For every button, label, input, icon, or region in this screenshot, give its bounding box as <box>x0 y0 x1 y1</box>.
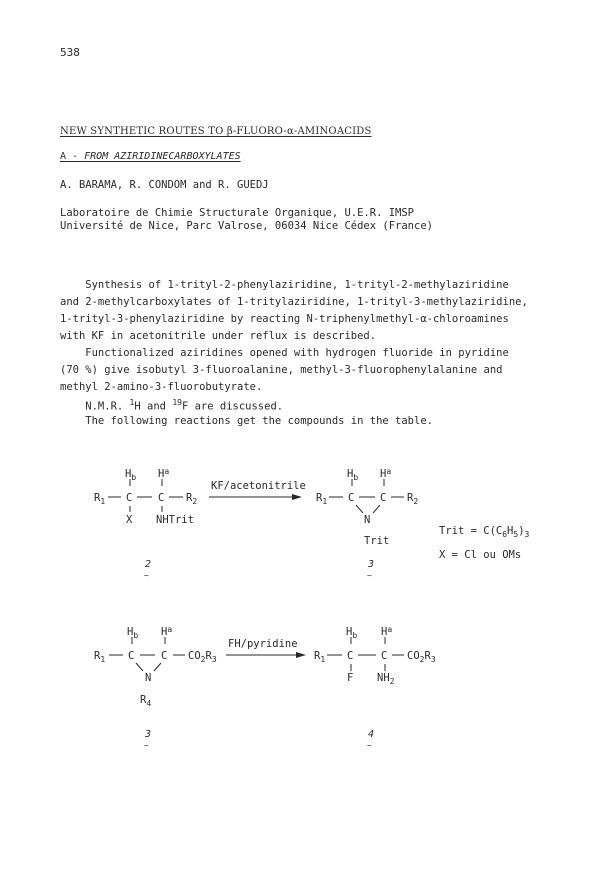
scheme2-product-hb: $H_b$ <box>346 626 358 640</box>
compound-underline: ~ <box>144 571 149 580</box>
subtitle-prefix: A - <box>60 151 85 162</box>
scheme2-reagent: FH/pyridine <box>228 638 298 650</box>
scheme1-r2: $R_2$ <box>186 492 198 506</box>
subtitle-rest: FROM AZIRIDINECARBOXYLATES <box>84 151 241 162</box>
scheme1-product-r1: $R_1$ <box>316 492 328 506</box>
arrow-head <box>296 652 306 658</box>
scheme2-hb: $H_b$ <box>127 626 139 640</box>
scheme1-product-r2: $R_2$ <box>407 492 419 506</box>
scheme1-product-hb: $H_b$ <box>347 468 359 482</box>
scheme2-ha: $H^a$ <box>161 625 173 638</box>
scheme2-product-nh2: $NH_2$ <box>377 672 395 686</box>
page-number: 538 <box>60 46 80 59</box>
scheme1-r1: $R_1$ <box>94 492 106 506</box>
compound-underline: ~ <box>367 571 372 580</box>
scheme2-carbon: C <box>161 650 168 662</box>
scheme1-hb: $H_b$ <box>125 468 137 482</box>
authors: A. BARAMA, R. CONDOM and R. GUEDJ <box>60 179 269 191</box>
abstract-line: Synthesis of 1-trityl-2-phenylaziridine, 1-trityl-2-methylaziridine <box>60 279 509 291</box>
compound-number: 2 <box>145 559 152 570</box>
scheme1-x: X <box>126 514 133 526</box>
scheme-arrowheads <box>292 494 306 658</box>
trit-definition: Trit = $C(C_6H_5)_3$ <box>439 525 530 539</box>
compound-number: 3 <box>368 559 375 570</box>
scheme1-carbon: C <box>158 492 165 504</box>
scheme1-reagent: KF/acetonitrile <box>211 480 306 492</box>
abstract-line: (70 %) give isobutyl 3-fluoroalanine, methyl-3-fluorophenylalanine and <box>60 364 503 376</box>
scheme2-product-carbon: C <box>381 650 388 662</box>
scheme2-product-ester: $CO_2R_3$ <box>407 650 436 664</box>
nmr-line: N.M.R. $^1$H and $^{19}$F are discussed. <box>60 398 284 413</box>
scheme2-product-f: F <box>347 672 354 684</box>
scheme1-product-carbon: C <box>380 492 387 504</box>
scheme1-carbon: C <box>126 492 133 504</box>
paper-title: NEW SYNTHETIC ROUTES TO β-FLUORO-α-AMINOACIDS <box>60 126 372 137</box>
scheme2-product-ha: $H^a$ <box>381 625 393 638</box>
scheme1-ha: $H^a$ <box>158 467 170 480</box>
abstract-line: and 2-methylcarboxylates of 1-tritylaziridine, 1-trityl-3-methylaziridine, <box>60 296 528 308</box>
scheme2-product-carbon: C <box>347 650 354 662</box>
scheme2-r4: $R_4$ <box>140 694 152 708</box>
abstract-line: Functionalized aziridines opened with hydrogen fluoride in pyridine <box>60 347 509 359</box>
scheme1-nhtrit: NHTrit <box>156 514 194 526</box>
compound-number: 4 <box>368 729 375 740</box>
reactions-intro: The following reactions get the compounds in the table. <box>60 415 433 427</box>
scheme1-product-carbon: C <box>348 492 355 504</box>
compound-underline: ~ <box>144 741 149 750</box>
compound-underline: ~ <box>367 741 372 750</box>
abstract-line: with KF in acetonitrile under reflux is described. <box>60 330 377 342</box>
x-definition: X = Cl ou OMs <box>439 549 522 561</box>
scheme2-r1: $R_1$ <box>94 650 106 664</box>
scheme2-ester: $CO_2R_3$ <box>188 650 217 664</box>
abstract-line: 1-trityl-3-phenylaziridine by reacting N-triphenylmethyl-α-chloroamines <box>60 313 509 325</box>
abstract-line: methyl 2-amino-3-fluorobutyrate. <box>60 381 263 393</box>
scheme1-product-trit: Trit <box>364 535 390 547</box>
scheme2-carbon: C <box>128 650 135 662</box>
scheme2-product-r1: $R_1$ <box>314 650 326 664</box>
scheme1-product-n: N <box>364 514 371 526</box>
scheme1-product-ha: $H^a$ <box>380 467 392 480</box>
compound-number: 3 <box>145 729 152 740</box>
arrow-head <box>292 494 302 500</box>
affiliation-line: Laboratoire de Chimie Structurale Organique, U.E.R. IMSP <box>60 207 415 219</box>
scheme2-n: N <box>145 672 152 684</box>
affiliation-line: Université de Nice, Parc Valrose, 06034 Nice Cédex (France) <box>60 220 433 232</box>
